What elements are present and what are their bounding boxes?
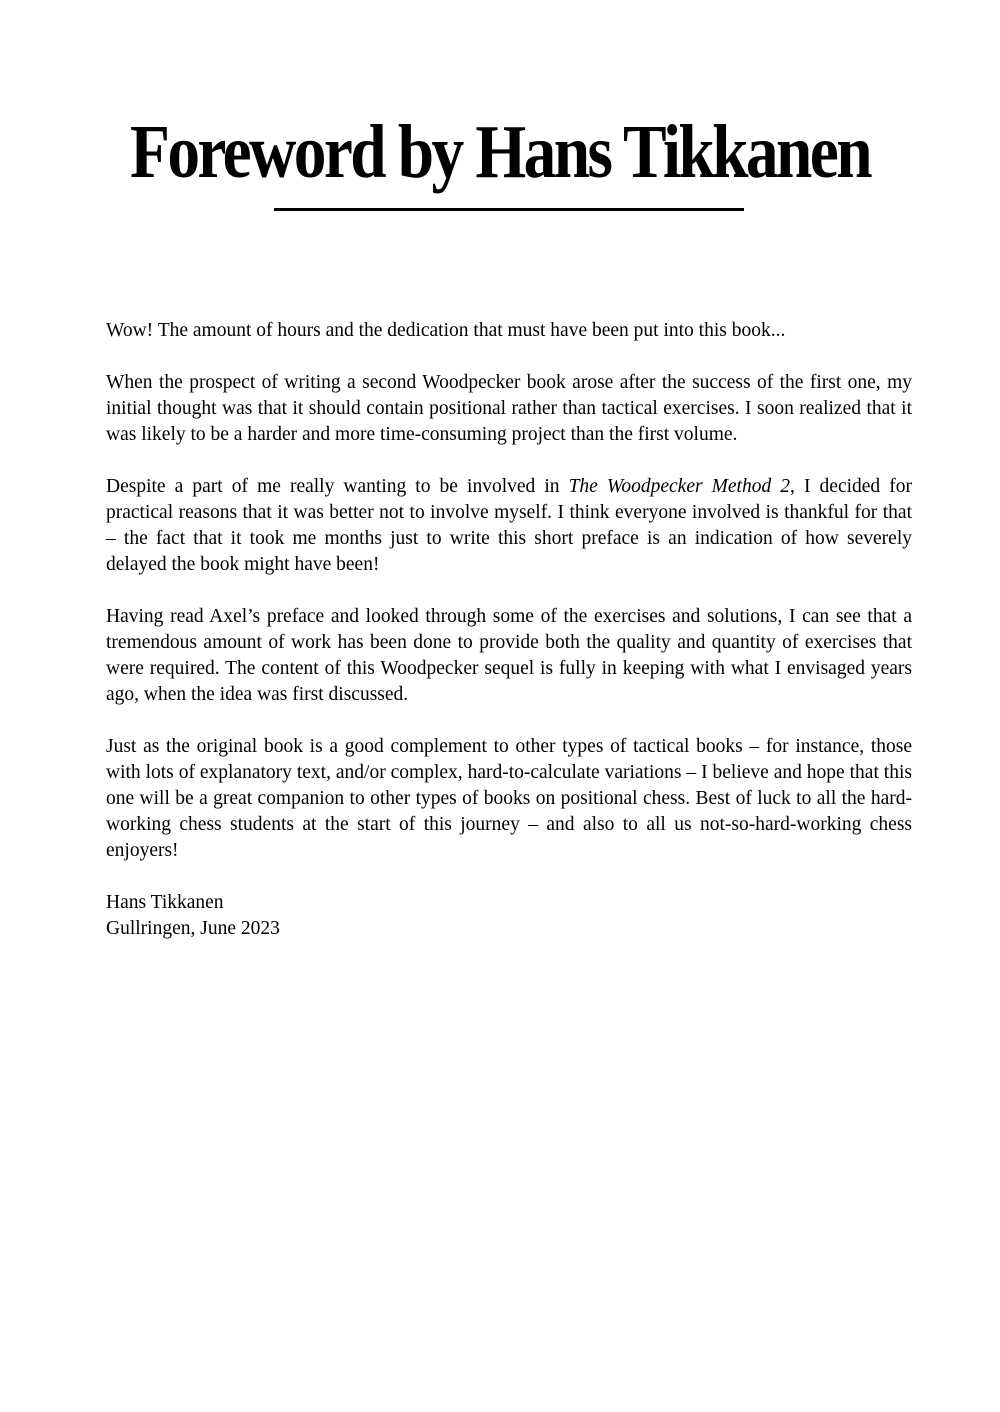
paragraph-3 xyxy=(106,474,912,578)
paragraph-4: Having read Axel’s preface and looked through some of the exercises and solutions, I can see that a tremendous amount of work has been done to provide both the quality and quantity of exercises that were required. The content of this Woodpecker sequel is fully in keeping with what I envisaged years ago, when the idea was first discussed. xyxy=(106,606,912,705)
signature-name: Hans Tikkanen xyxy=(106,892,224,913)
paragraph-2: When the prospect of writing a second Woodpecker book arose after the success of the first one, my initial thought was that it should contain positional rather than tactical exercises. I soon realized that it was likely to be a harder and more time-consuming project than the first volume. xyxy=(106,372,912,445)
paragraph-1: Wow! The amount of hours and the dedication that must have been put into this book... xyxy=(106,320,786,341)
paragraph-3-start: Despite a part of me really wanting to be involved in xyxy=(106,476,569,497)
signature-block xyxy=(106,890,912,942)
foreword-body xyxy=(106,318,912,942)
signature-place-date: Gullringen, June 2023 xyxy=(106,918,280,939)
page-title: Foreword by Hans Tikkanen xyxy=(129,110,871,194)
title-underline xyxy=(274,208,744,211)
book-title-italic: The Woodpecker Method 2 xyxy=(568,476,791,497)
paragraph-5: Just as the original book is a good complement to other types of tactical books – for instance, those with lots of explanatory text, and/or complex, hard-to-calculate variations – I believe and hope that this one will be a great companion to other types of books on positional chess. Best of luck to all the hard-working chess students at the start of this journey – and also to all us not-so-hard-working chess enjoyers! xyxy=(106,736,912,861)
paragraph-3-end: , I decided for practical reasons that it was better not to involve myself. I think everyone involved is thankful for that – the fact that it took me months just to write this short preface is an indication of how severely delayed the book might have been! xyxy=(106,476,912,575)
